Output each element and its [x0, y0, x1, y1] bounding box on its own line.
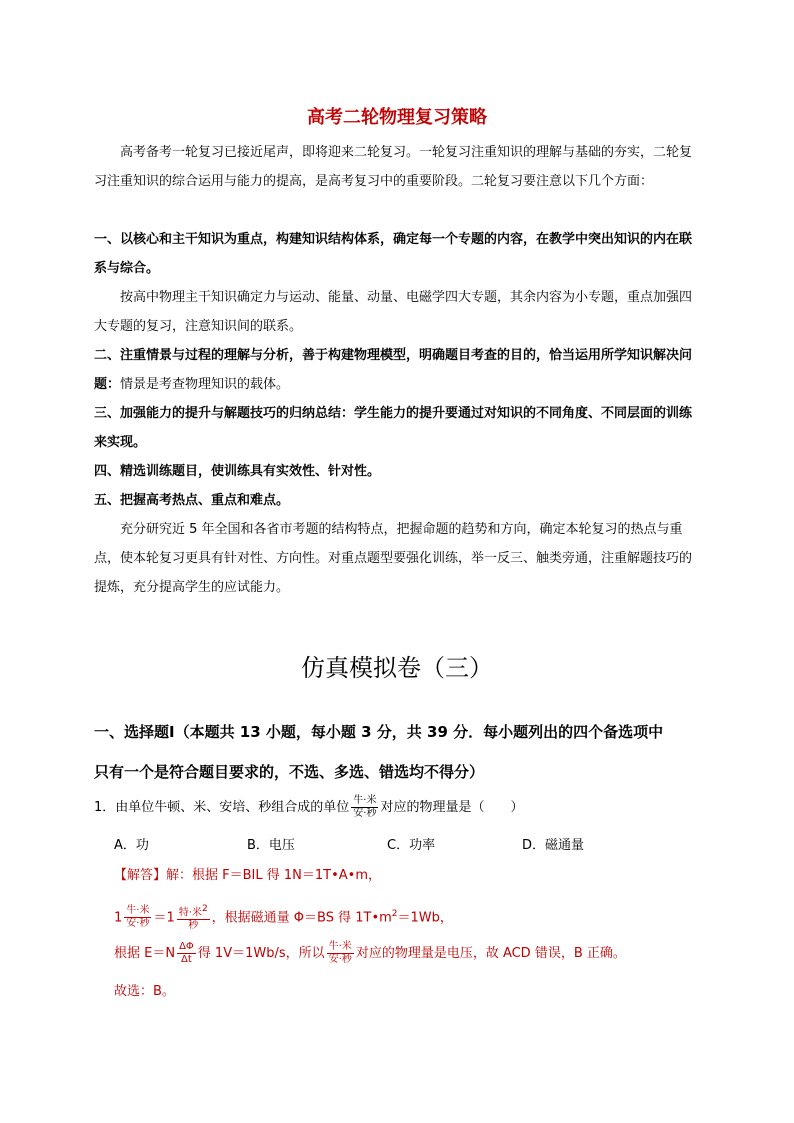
point-2-paragraph — [94, 341, 702, 399]
q1-fraction — [351, 795, 378, 820]
question-1-stem — [94, 790, 714, 826]
option-a: A．功 — [114, 838, 149, 853]
a2-rest-sup: 2 — [391, 909, 398, 919]
a2-frac2-den: 秒 — [188, 920, 199, 932]
point-3-heading: 三、加强能力的提升与解题技巧的归纳总结：学生能力的提升要通过对知识的不同角度、不同层面的训练来实现。 — [94, 406, 693, 450]
answer-line-1 — [114, 862, 714, 890]
exam-title: 仿真模拟卷（三） — [301, 654, 493, 682]
q1-suffix: 对应的物理量是（ ） — [380, 800, 524, 815]
a3-a: 根据 E＝N — [114, 946, 176, 961]
section-line-1: 一、选择题Ⅰ（本题共 13 小题，每小题 3 分，共 39 分．每小题列出的四个备选项中 — [94, 723, 664, 741]
a3-fraction-1 — [177, 941, 196, 966]
answer-tag: 【解答】 — [114, 868, 167, 883]
a2-rest-a: ，根据磁通量 Φ＝BS 得 1T•m — [211, 910, 392, 926]
q1-prefix: 1．由单位牛顿、米、安培、秒组合成的单位 — [94, 800, 350, 815]
a2-frac2-num-text: 特·米 — [178, 907, 202, 919]
answer-line-3 — [114, 940, 714, 968]
point-5-heading: 五、把握高考热点、重点和难点。 — [94, 493, 290, 508]
option-d: D．磁通量 — [522, 838, 585, 853]
q1-frac-den: 安·秒 — [353, 808, 377, 819]
point-4-heading: 四、精选训练题目，使训练具有实效性、针对性。 — [94, 464, 381, 479]
a3-frac2-den: 安·秒 — [328, 954, 352, 965]
doc-title: 高考二轮物理复习策略 — [307, 107, 487, 128]
a3-frac-den: Δt — [181, 954, 192, 965]
a3-b: 得 1V＝1Wb/s，所以 — [197, 946, 325, 961]
a2-fraction-1 — [124, 905, 151, 930]
a2-frac2-num — [177, 903, 210, 920]
point-1-body: 按高中物理主干知识确定力与运动、能量、动量、电磁学四大专题，其余内容为小专题，重点加强四大专题的复习，注意知识间的联系。 — [94, 290, 693, 334]
answer-conclusion: 故选：B。 — [114, 984, 175, 999]
q1-frac-num: 牛·米 — [353, 795, 377, 806]
section-line-2: 只有一个是符合题目要求的，不选、多选、错选均不得分） — [94, 763, 485, 781]
point-2-rest: 情景是考查物理知识的载体。 — [120, 377, 290, 392]
answer-text-1: 解：根据 F＝BIL 得 1N＝1T•A•m， — [166, 868, 381, 883]
point-1-heading: 一、以核心和主干知识为重点，构建知识结构体系，确定每一个专题的内容，在教学中突出知识的内在联系与综合。 — [94, 232, 693, 276]
a2-one: 1 — [114, 910, 123, 926]
a3-c: 对应的物理量是电压，故 ACD 错误，B 正确。 — [355, 946, 626, 961]
intro-paragraph: 高考备考一轮复习已接近尾声，即将迎来二轮复习。一轮复习注重知识的理解与基础的夯实，二轮复习注重知识的综合运用与能力的提高，是高考复习中的重要阶段。二轮复习要注意以下几个方面： — [94, 145, 693, 189]
option-b: B．电压 — [247, 838, 295, 853]
section-heading — [94, 712, 714, 792]
answer-line-2 — [114, 900, 714, 932]
point-2-heading: 二、注重情景与过程的理解与分析，善于构建物理模型，明确题目考查的目的，恰当运用所学知识解决问题： — [94, 348, 693, 392]
a2-eq: ＝1 — [153, 910, 175, 926]
a3-frac2-num: 牛·米 — [328, 941, 352, 952]
a2-rest-b: ＝1Wb， — [397, 910, 453, 926]
a2-frac2-sup: 2 — [201, 904, 208, 915]
option-c: C．功率 — [387, 838, 436, 853]
point-5-body: 充分研究近 5 年全国和各省市考题的结构特点，把握命题的趋势和方向，确定本轮复习的热点与重点，使本轮复习更具有针对性、方向性。对重点题型要强化训练，举一反三、触类旁通，注重解题技巧的提炼，充分提高学生的应试能力。 — [94, 522, 693, 595]
a2-frac1-den: 安·秒 — [126, 918, 150, 930]
a3-frac-num: ΔΦ — [179, 941, 194, 952]
a2-fraction-2 — [177, 903, 210, 932]
a3-fraction-2 — [327, 941, 354, 966]
question-1-options — [114, 832, 714, 860]
a2-frac1-num: 牛·米 — [126, 905, 150, 917]
